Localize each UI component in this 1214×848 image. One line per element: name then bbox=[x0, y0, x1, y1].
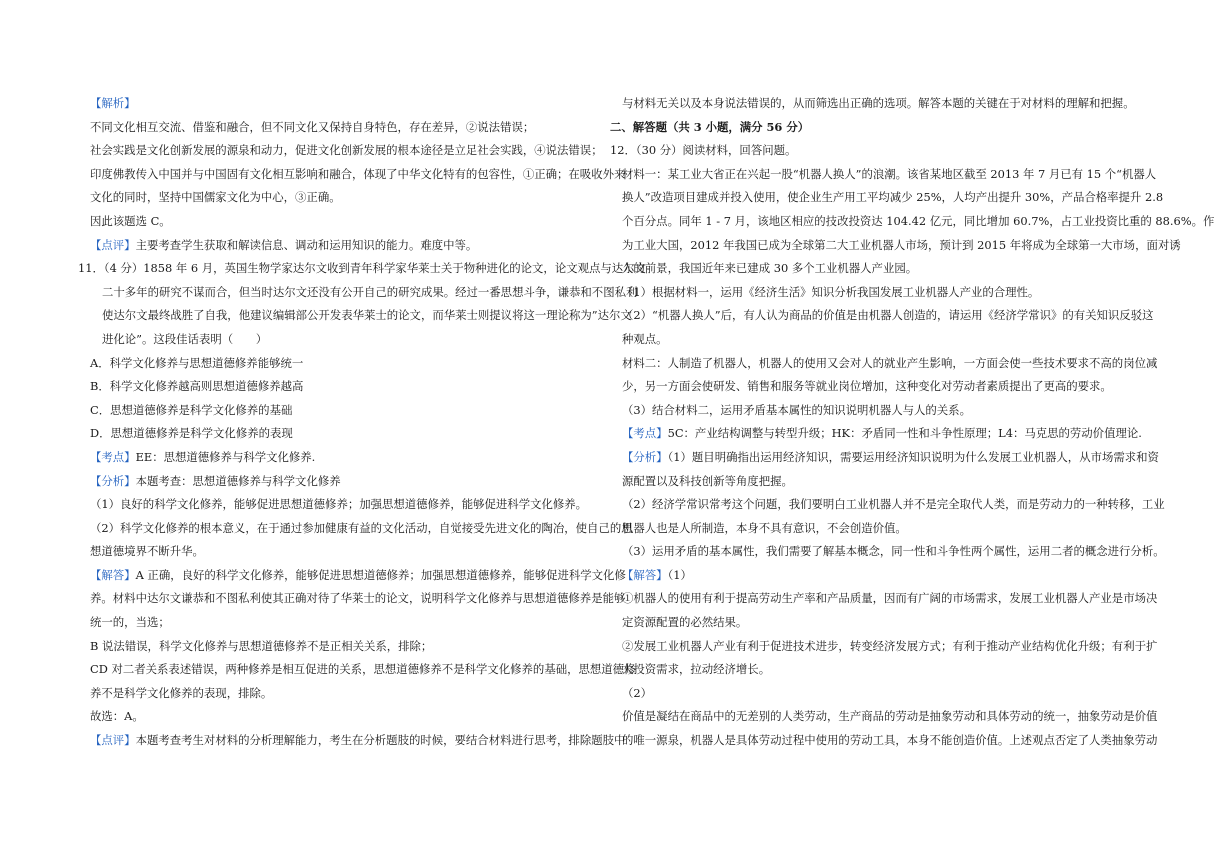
right-line bbox=[610, 446, 1159, 470]
line-text: （2）“机器人换人”后，有人认为商品的价值是由机器人创造的，请运用《经济学常识》的有关知识反驳这 bbox=[622, 308, 1154, 323]
line-text: B 说法错误，科学文化修养与思想道德修养不是正相关关系，排除； bbox=[90, 638, 433, 653]
left-line bbox=[78, 540, 590, 564]
line-text: 使达尔文最终战胜了自我，他建议编辑部公开发表华莱士的论文，而华莱士则提议将这一理论称为”达尔文 bbox=[102, 308, 632, 323]
left-line bbox=[78, 517, 633, 541]
right-line bbox=[610, 564, 1132, 588]
line-text: （1） bbox=[667, 567, 692, 582]
line-text: 材料一：某工业大省正在兴起一股“机器人换人”的浪潮。该省某地区截至 2013 年 7 月已有 15 个“机器人 bbox=[622, 166, 1157, 181]
line-text: 想道德境界不断升华。 bbox=[90, 544, 204, 559]
line-text: （1）题目明确指出运用经济知识，需要运用经济知识说明为什么发展工业机器人，从市场需求和资 bbox=[667, 449, 1159, 464]
line-text: 不同文化相互交流、借鉴和融合，但不同文化又保持自身特色，存在差异，②说法错误； bbox=[90, 119, 535, 134]
right-column bbox=[610, 92, 1214, 753]
line-text: 人的前景，我国近年来已建成 30 多个工业机器人产业园。 bbox=[622, 261, 918, 276]
left-line bbox=[78, 611, 590, 635]
line-text: （2）科学文化修养的根本意义，在于通过参加健康有益的文化活动，自觉接受先进文化的陶冶，使自己的思 bbox=[90, 520, 633, 535]
section-tag: 【解析】 bbox=[90, 96, 136, 110]
line-text: 故选：A。 bbox=[90, 709, 144, 724]
left-line bbox=[78, 446, 590, 470]
line-text: （1）良好的科学文化修养，能够促进思想道德修养；加强思想道德修养，能够促进科学文化修养。 bbox=[90, 497, 588, 512]
left-line bbox=[78, 257, 646, 281]
left-line bbox=[78, 163, 626, 187]
left-line bbox=[78, 328, 590, 352]
section-tag: 【分析】 bbox=[90, 473, 136, 488]
right-line bbox=[610, 399, 1132, 423]
line-text: CD 对二者关系表述错误，两种修养是相互促进的关系，思想道德修养不是科学文化修养的基础，思想道德修 bbox=[90, 662, 636, 677]
line-text: 少，另一方面会使研发、销售和服务等就业岗位增加，这种变化对劳动者素质提出了更高的要求。 bbox=[622, 379, 1112, 394]
section-tag: 【点评】 bbox=[90, 237, 136, 252]
line-text: 进化论”。这段佳话表明（ ） bbox=[102, 331, 268, 346]
line-text: 5C：产业结构调整与转型升级；HK：矛盾同一性和斗争性原理；L4：马克思的劳动价值理论. bbox=[667, 426, 1142, 441]
line-text: 材料二：人制造了机器人，机器人的使用又会对人的就业产生影响，一方面会使一些技术要求不高的岗位减 bbox=[622, 355, 1158, 370]
line-text: 大投资需求，拉动经济增长。 bbox=[622, 662, 771, 677]
right-line bbox=[610, 328, 1132, 352]
line-text: （3）运用矛盾的基本属性，我们需要了解基本概念，同一性和斗争性两个属性，运用二者的概念进行分析。 bbox=[622, 544, 1165, 559]
right-line bbox=[610, 587, 1158, 611]
line-text: 社会实践是文化创新发展的源泉和动力，促进文化创新发展的根本途径是立足社会实践，④说法错误； bbox=[90, 143, 603, 158]
line-text: C．思想道德修养是科学文化修养的基础 bbox=[90, 402, 293, 417]
section-tag: 【考点】 bbox=[90, 449, 136, 464]
right-line bbox=[610, 375, 1132, 399]
right-line bbox=[610, 611, 1132, 635]
right-line bbox=[610, 682, 1132, 706]
left-line bbox=[78, 186, 590, 210]
right-line bbox=[610, 635, 1158, 659]
line-text: （2） bbox=[622, 685, 653, 700]
line-text: D．思想道德修养是科学文化修养的表现 bbox=[90, 426, 293, 441]
line-text: （2）经济学常识常考这个问题，我们要明白工业机器人并不是完全取代人类，而是劳动力的一种转移，工业 bbox=[622, 497, 1165, 512]
section-tag: 【解答】 bbox=[622, 567, 668, 582]
line-text: 养。材料中达尔文谦恭和不图私利使其正确对待了华莱士的论文，说明科学文化修养与思想道德修养是能够 bbox=[90, 591, 626, 606]
line-text: 本题考查：思想道德修养与科学文化修养 bbox=[135, 473, 341, 488]
left-line bbox=[78, 352, 590, 376]
left-line bbox=[78, 210, 590, 234]
left-line bbox=[78, 375, 590, 399]
left-line bbox=[78, 92, 590, 116]
left-line bbox=[78, 658, 636, 682]
line-text: 12．（30 分）阅读材料，回答问题。 bbox=[610, 143, 797, 158]
left-line bbox=[78, 116, 590, 140]
line-text: 换人”改造项目建成并投入使用，使企业生产用工平均减少 25%，人均产出提升 30%，产品合格率提升 2.8 bbox=[622, 190, 1164, 205]
line-text: 种观点。 bbox=[622, 331, 668, 346]
section-tag: 【解答】 bbox=[90, 567, 136, 582]
left-line bbox=[78, 304, 632, 328]
line-text: 机器人也是人所制造，本身不具有意识，不会创造价值。 bbox=[622, 520, 907, 535]
left-line bbox=[78, 234, 590, 258]
section-tag: 【考点】 bbox=[622, 426, 668, 441]
left-line bbox=[78, 470, 590, 494]
line-text: 11．（4 分）1858 年 6 月，英国生物学家达尔文收到青年科学家华莱士关于物种进化的论文，论文观点与达尔文 bbox=[78, 261, 646, 276]
right-line bbox=[610, 186, 1164, 210]
line-text: ②发展工业机器人产业有利于促进技术进步，转变经济发展方式；有利于推动产业结构优化升级；有利于扩 bbox=[622, 638, 1158, 653]
left-line bbox=[78, 635, 590, 659]
left-line bbox=[78, 729, 626, 753]
left-line bbox=[78, 587, 626, 611]
right-line bbox=[610, 234, 1181, 258]
right-line bbox=[610, 517, 1132, 541]
line-text: 印度佛教传入中国并与中国固有文化相互影响和融合，体现了中华文化特有的包容性，①正确；在吸收外来 bbox=[90, 166, 626, 181]
line-text: 养不是科学文化修养的表现，排除。 bbox=[90, 685, 273, 700]
line-text: 因此该题选 C。 bbox=[90, 213, 171, 228]
line-text: A 正确，良好的科学文化修养，能够促进思想道德修养；加强思想道德修养，能够促进科学文化修 bbox=[135, 567, 626, 582]
right-line bbox=[610, 139, 1132, 163]
right-line bbox=[610, 540, 1165, 564]
right-line bbox=[610, 422, 1142, 446]
line-text: 二、解答题（共 3 小题，满分 56 分） bbox=[610, 119, 810, 134]
left-line bbox=[78, 281, 638, 305]
left-line bbox=[78, 422, 590, 446]
right-line bbox=[610, 304, 1154, 328]
line-text: A．科学文化修养与思想道德修养能够统一 bbox=[90, 355, 304, 370]
right-line bbox=[610, 352, 1158, 376]
line-text: 个百分点。同年 1 - 7 月，该地区相应的技改投资达 104.42 亿元，同比增加 60.7%，占工业投资比重的 88.6%。作 bbox=[622, 213, 1214, 228]
right-line bbox=[610, 705, 1158, 729]
line-text: ①机器人的使用有利于提高劳动生产率和产品质量，因而有广阔的市场需求，发展工业机器人产业是市场决 bbox=[622, 591, 1158, 606]
left-line bbox=[78, 493, 590, 517]
right-line bbox=[610, 257, 1132, 281]
right-line bbox=[610, 658, 1132, 682]
line-text: 定资源配置的必然结果。 bbox=[622, 615, 748, 630]
line-text: B．科学文化修养越高则思想道德修养越高 bbox=[90, 379, 304, 394]
line-text: （1）根据材料一，运用《经济生活》知识分析我国发展工业机器人产业的合理性。 bbox=[622, 284, 1040, 299]
left-line bbox=[78, 682, 590, 706]
section-tag: 【点评】 bbox=[90, 733, 136, 748]
left-line bbox=[78, 399, 590, 423]
line-text: 本题考查考生对材料的分析理解能力，考生在分析题肢的时候，要结合材料进行思考，排除题肢中 bbox=[135, 733, 626, 748]
right-line bbox=[610, 493, 1165, 517]
line-text: 价值是凝结在商品中的无差别的人类劳动，生产商品的劳动是抽象劳动和具体劳动的统一，抽象劳动是价值 bbox=[622, 709, 1158, 724]
line-text: 二十多年的研究不谋而合，但当时达尔文还没有公开自己的研究成果。经过一番思想斗争，谦恭和不图私利 bbox=[102, 284, 638, 299]
line-text: EE：思想道德修养与科学文化修养. bbox=[135, 449, 316, 464]
right-line bbox=[610, 163, 1157, 187]
right-line bbox=[610, 729, 1158, 753]
line-text: 与材料无关以及本身说法错误的，从而筛选出正确的选项。解答本题的关键在于对材料的理解和把握。 bbox=[622, 96, 1135, 110]
right-line bbox=[610, 210, 1214, 234]
line-text: 为工业大国，2012 年我国已成为全球第二大工业机器人市场，预计到 2015 年将成为全球第一大市场，面对诱 bbox=[622, 237, 1181, 252]
line-text: 文化的同时，坚持中国儒家文化为中心，③正确。 bbox=[90, 190, 341, 205]
right-line bbox=[610, 92, 1135, 116]
section-tag: 【分析】 bbox=[622, 449, 668, 464]
line-text: （3）结合材料二，运用矛盾基本属性的知识说明机器人与人的关系。 bbox=[622, 402, 971, 417]
left-line bbox=[78, 139, 603, 163]
line-text: 主要考查学生获取和解读信息、调动和运用知识的能力。难度中等。 bbox=[135, 237, 478, 252]
line-text: 的唯一源泉，机器人是具体劳动过程中使用的劳动工具，本身不能创造价值。上述观点否定了人类抽象劳动 bbox=[622, 733, 1158, 748]
left-line bbox=[78, 564, 626, 588]
right-line bbox=[610, 470, 1132, 494]
right-line bbox=[610, 281, 1132, 305]
left-line bbox=[78, 705, 590, 729]
right-line bbox=[610, 116, 1132, 140]
line-text: 源配置以及科技创新等角度把握。 bbox=[622, 473, 793, 488]
line-text: 统一的，当选； bbox=[90, 615, 170, 630]
